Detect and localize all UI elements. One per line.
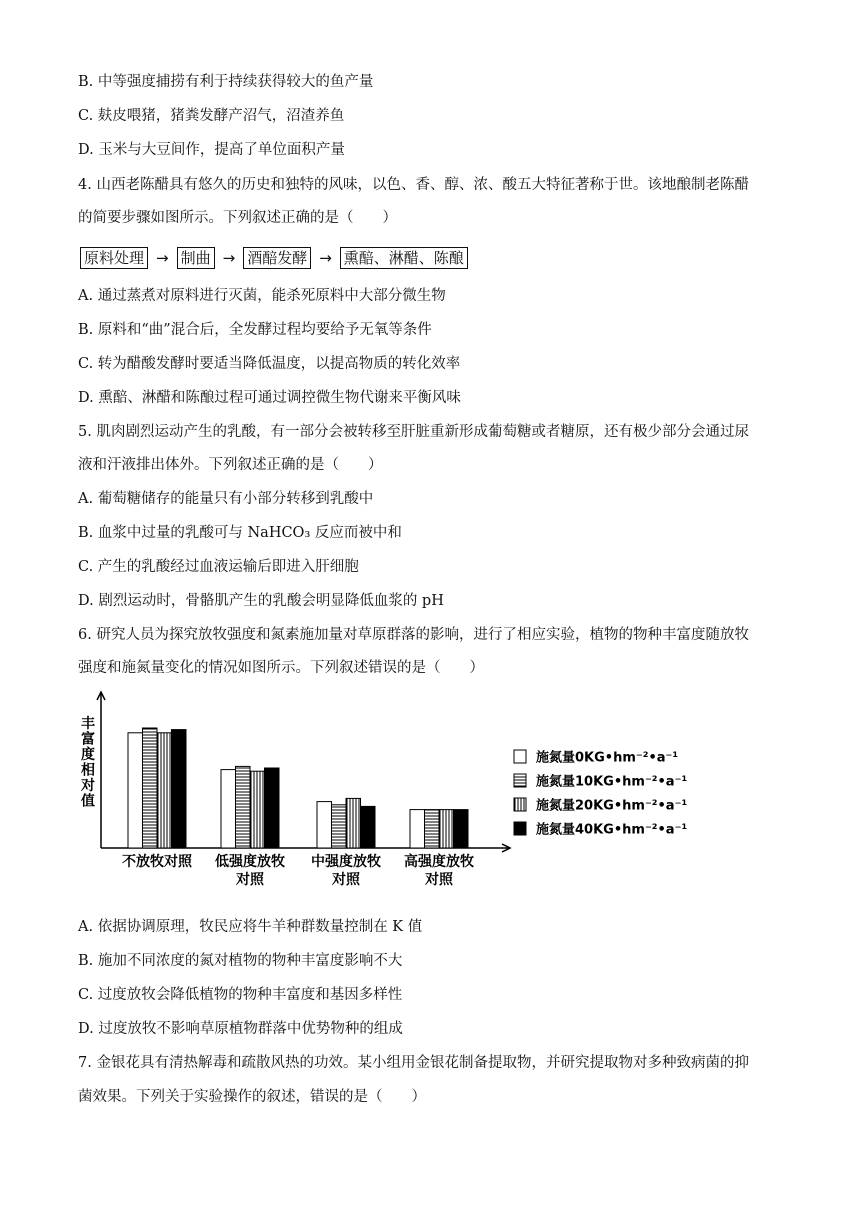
chart-svg [70, 680, 700, 900]
text-line: C. 转为醋酸发酵时要适当降低温度，以提高物质的转化效率 [78, 356, 461, 372]
x-tick-label: 不放牧对照 [122, 854, 192, 870]
x-tick-label: 高强度放牧 [404, 854, 474, 870]
text-line: D. 熏醅、淋醋和陈酿过程可通过调控微生物代谢来平衡风味 [78, 390, 461, 406]
legend-swatch [514, 798, 526, 811]
text-line: B. 施加不同浓度的氮对植物的物种丰富度影响不大 [78, 953, 403, 969]
flow-arrow-icon: → [319, 249, 332, 267]
text-line: B. 原料和“曲”混合后，全发酵过程均要给予无氧等条件 [78, 322, 432, 338]
bar [317, 802, 332, 848]
text-line: C. 产生的乳酸经过血液运输后即进入肝细胞 [78, 559, 359, 575]
x-tick-label: 对照 [425, 872, 453, 888]
text-line: B. 血浆中过量的乳酸可与 NaHCO₃ 反应而被中和 [78, 525, 402, 541]
text-line: D. 剧烈运动时，骨骼肌产生的乳酸会明显降低血浆的 pH [78, 593, 444, 609]
bar [425, 810, 440, 848]
x-tick-label: 对照 [236, 872, 264, 888]
bar [265, 768, 280, 848]
bar [410, 810, 425, 848]
richness-bar-chart [70, 680, 700, 900]
bar [250, 771, 265, 848]
flow-arrow-icon: → [222, 249, 236, 267]
text-line: 4. 山西老陈醋具有悠久的历史和独特的风味，以色、香、醇、浓、酸五大特征著称于世。该地酿制老陈醋 [78, 177, 749, 193]
text-line: 强度和施氮量变化的情况如图所示。下列叙述错误的是（ ） [78, 660, 484, 676]
legend-swatch [514, 750, 526, 763]
flow-step: 制曲 [177, 247, 215, 269]
bar [236, 766, 251, 848]
bar [143, 728, 158, 848]
bar [454, 810, 469, 848]
text-line: A. 通过蒸煮对原料进行灭菌，能杀死原料中大部分微生物 [78, 288, 446, 304]
text-line: A. 依据协调原理，牧民应将牛羊种群数量控制在 K 值 [78, 919, 423, 935]
legend-label: 施氮量0KG•hm⁻²•a⁻¹ [536, 750, 679, 766]
bar [361, 806, 376, 848]
bar [172, 730, 187, 848]
text-line: 6. 研究人员为探究放牧强度和氮素施加量对草原群落的影响，进行了相应实验，植物的物种丰富度随放牧 [78, 627, 749, 643]
bar [128, 733, 143, 848]
legend-label: 施氮量40KG•hm⁻²•a⁻¹ [536, 822, 688, 838]
text-line: B. 中等强度捕捞有利于持续获得较大的鱼产量 [78, 74, 374, 90]
x-tick-label: 对照 [332, 872, 360, 888]
flow-step: 酒醅发酵 [243, 247, 311, 269]
text-line: 7. 金银花具有清热解毒和疏散风热的功效。某小组用金银花制备提取物，并研究提取物对多种致病菌的抑 [78, 1055, 749, 1071]
flow-step: 原料处理 [80, 247, 148, 269]
bar [332, 805, 347, 848]
bar [221, 770, 236, 848]
legend-label: 施氮量20KG•hm⁻²•a⁻¹ [536, 798, 688, 814]
text-line: 的简要步骤如图所示。下列叙述正确的是（ ） [78, 210, 397, 226]
x-tick-label: 中强度放牧 [311, 854, 381, 870]
text-line: D. 玉米与大豆间作，提高了单位面积产量 [78, 142, 345, 158]
bar [439, 810, 454, 848]
flow-arrow-icon: → [156, 249, 169, 267]
text-line: C. 过度放牧会降低植物的物种丰富度和基因多样性 [78, 987, 403, 1003]
y-axis-label: 丰富度相对值 [81, 716, 95, 810]
legend-label: 施氮量10KG•hm⁻²•a⁻¹ [536, 774, 688, 790]
bar [157, 733, 172, 848]
text-line: 菌效果。下列关于实验操作的叙述，错误的是（ ） [78, 1089, 426, 1105]
text-line: A. 葡萄糖储存的能量只有小部分转移到乳酸中 [78, 491, 374, 507]
process-flow-diagram [80, 246, 468, 270]
text-line: C. 麸皮喂猪，猪粪发酵产沼气，沼渣养鱼 [78, 108, 345, 124]
legend-swatch [514, 774, 526, 787]
legend-swatch [514, 822, 526, 835]
flow-step: 熏醅、淋醋、陈酿 [340, 247, 468, 269]
text-line: 液和汗液排出体外。下列叙述正确的是（ ） [78, 457, 383, 473]
bar [346, 798, 361, 848]
text-line: D. 过度放牧不影响草原植物群落中优势物种的组成 [78, 1021, 403, 1037]
x-tick-label: 低强度放牧 [215, 854, 285, 870]
text-line: 5. 肌肉剧烈运动产生的乳酸，有一部分会被转移至肝脏重新形成葡萄糖或者糖原，还有极少部分会通过尿 [78, 424, 749, 440]
